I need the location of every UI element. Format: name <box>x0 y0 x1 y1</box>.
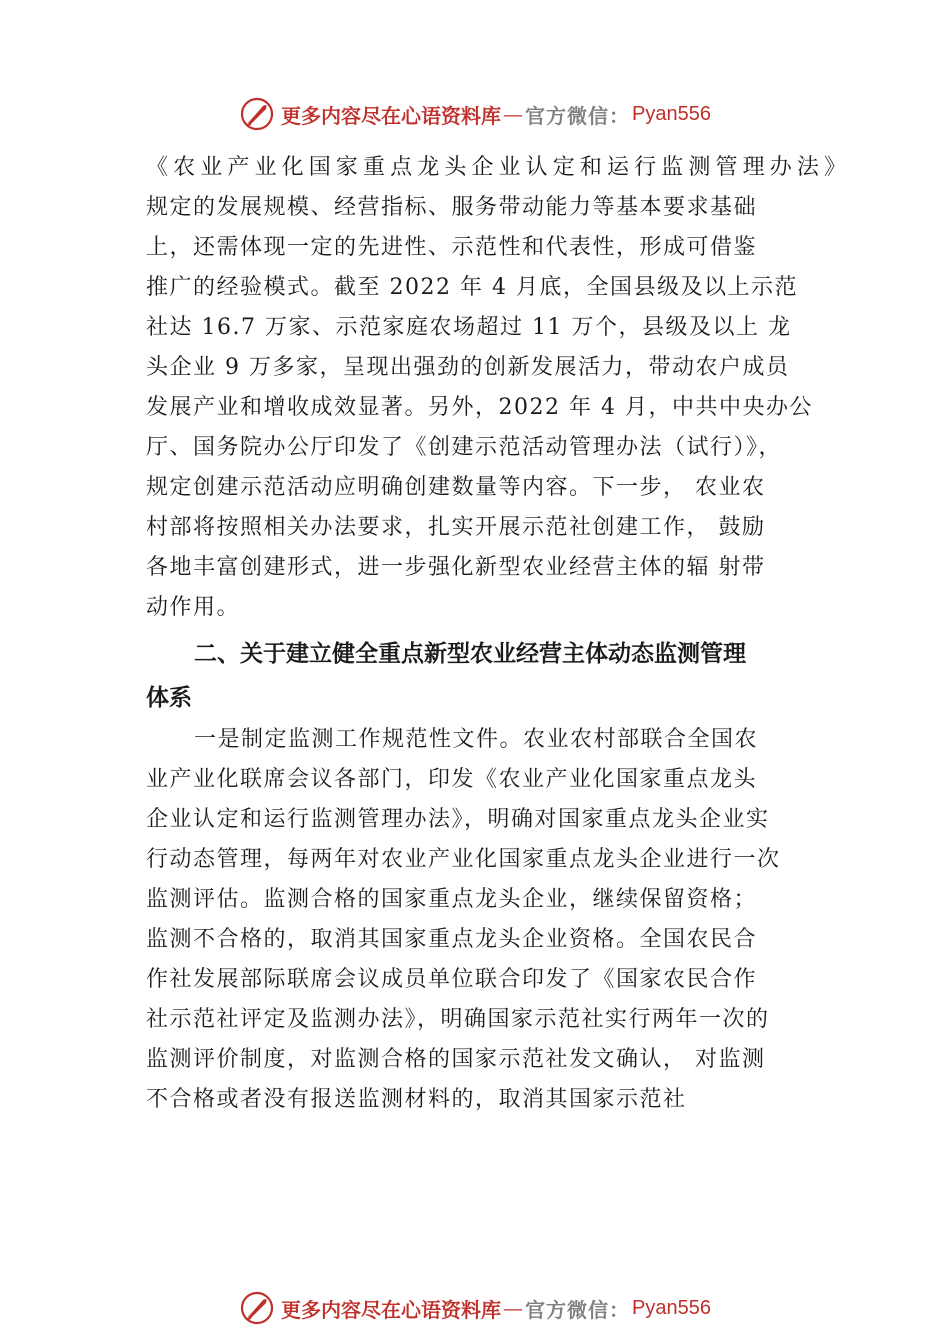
banner-wechat-id: Pyan556 <box>632 102 711 125</box>
text-line: 监测不合格的，取消其国家重点龙头企业资格。全国农民合 <box>146 927 758 952</box>
quill-logo-icon <box>239 96 275 132</box>
text-line: 社示范社评定及监测办法》，明确国家示范社实行两年一次的 <box>146 1007 770 1032</box>
banner-wechat-id: Pyan556 <box>632 1296 711 1319</box>
document-body <box>146 148 846 1120</box>
header-banner <box>0 94 950 134</box>
heading-line: 体系 <box>146 685 192 711</box>
text-line: 监测评估。监测合格的国家重点龙头企业，继续保留资格； <box>146 887 758 912</box>
text-line: 规定的发展规模、经营指标、服务带动能力等基本要求基础 <box>146 195 758 220</box>
text-line: 村部将按照相关办法要求，扎实开展示范社创建工作， 鼓励 <box>146 515 766 540</box>
text-line: 业产业化联席会议各部门，印发《农业产业化国家重点龙头 <box>146 767 758 792</box>
text-line: 厅、国务院办公厅印发了《创建示范活动管理办法（试行）》， <box>146 435 783 460</box>
text-line: 一是制定监测工作规范性文件。农业农村部联合全国农 <box>194 727 759 752</box>
text-line: 监测评价制度，对监测合格的国家示范社发文确认， 对监测 <box>146 1047 766 1072</box>
text-line: 不合格或者没有报送监测材料的，取消其国家示范社 <box>146 1087 687 1112</box>
quill-logo-icon <box>239 1290 275 1326</box>
text-line: 动作用。 <box>146 595 241 620</box>
section-heading-2 <box>146 632 846 720</box>
text-line: 推广的经验模式。截至 2022 年 4 月底，全国县级及以上示范 <box>146 275 798 300</box>
text-line: 各地丰富创建形式，进一步强化新型农业经营主体的辐 射带 <box>146 555 766 580</box>
paragraph-2 <box>146 720 846 1120</box>
text-line: 社达 16.7 万家、示范家庭农场超过 11 万个，县级及以上 龙 <box>146 315 792 340</box>
text-line: 作社发展部际联席会议成员单位联合印发了《国家农民合作 <box>146 967 758 992</box>
footer-banner <box>0 1288 950 1328</box>
heading-line: 二、关于建立健全重点新型农业经营主体动态监测管理 <box>194 641 746 667</box>
banner-official: 官方微信： <box>525 103 631 128</box>
text-line: 发展产业和增收成效显著。另外，2022 年 4 月，中共中央办公 <box>146 395 813 420</box>
paragraph-1 <box>146 148 846 628</box>
text-line: 头企业 9 万多家，呈现出强劲的创新发展活力，带动农户成员 <box>146 355 790 380</box>
banner-dash: — <box>503 102 524 126</box>
text-line: 《农业产业化国家重点龙头企业认定和运行监测管理办法》 <box>146 155 846 180</box>
text-line: 上，还需体现一定的先进性、示范性和代表性，形成可借鉴 <box>146 235 758 260</box>
banner-brand: 更多内容尽在心语资料库 <box>281 103 502 128</box>
text-line: 规定创建示范活动应明确创建数量等内容。下一步， 农业农 <box>146 475 766 500</box>
text-line: 行动态管理，每两年对农业产业化国家重点龙头企业进行一次 <box>146 847 781 872</box>
banner-official: 官方微信： <box>525 1297 631 1322</box>
text-line: 企业认定和运行监测管理办法》，明确对国家重点龙头企业实 <box>146 807 770 832</box>
banner-brand: 更多内容尽在心语资料库 <box>281 1297 502 1322</box>
banner-dash: — <box>503 1296 524 1320</box>
